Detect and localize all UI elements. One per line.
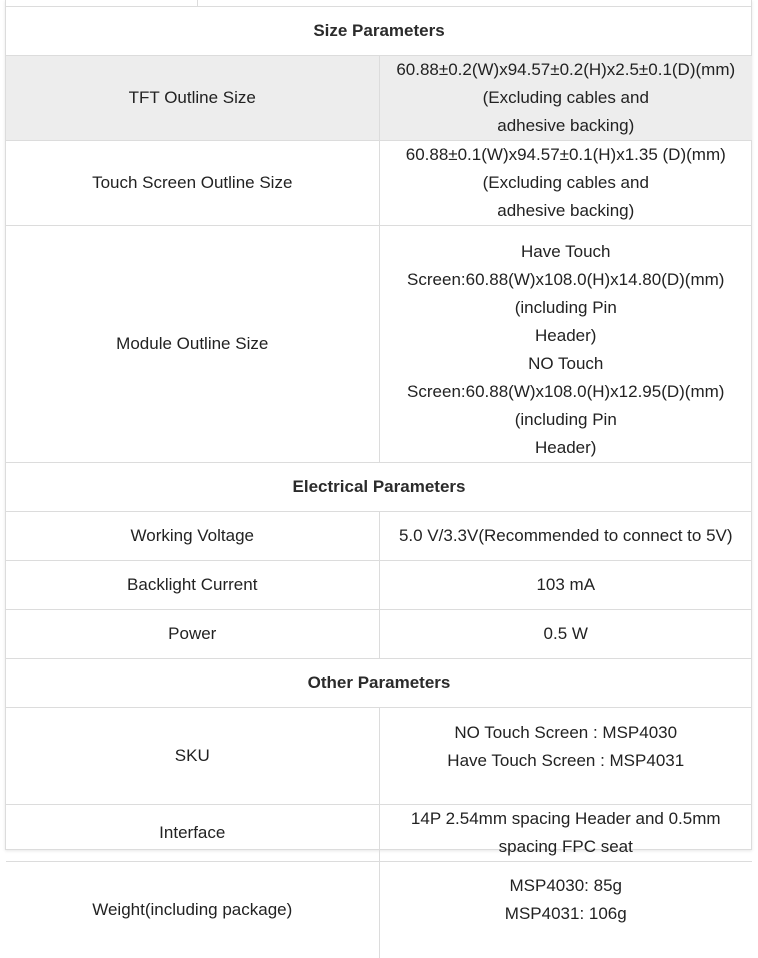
row-value	[379, 141, 752, 226]
row-value	[379, 708, 752, 805]
row-value	[379, 561, 752, 610]
section-header-other	[6, 659, 752, 708]
row-label: Module Outline Size	[6, 226, 379, 463]
row-label: Weight(including package)	[6, 862, 379, 958]
table-row	[6, 862, 752, 958]
value-line: MSP4030: 85g	[509, 876, 622, 895]
table-row	[6, 610, 752, 659]
row-label: Power	[6, 610, 379, 659]
value-line: 5.0 V/3.3V(Recommended to connect to 5V)	[398, 526, 733, 545]
section-header-size	[6, 7, 752, 56]
table-row	[6, 226, 752, 463]
table-row	[6, 708, 752, 805]
value-line: 14P 2.54mm spacing Header and 0.5mm spacing FPC seat	[410, 809, 721, 856]
row-value	[379, 862, 752, 958]
value-line: 0.5 W	[543, 624, 588, 643]
value-line: 60.88±0.2(W)x94.57±0.2(H)x2.5±0.1(D)(mm)(Excluding cables and	[396, 60, 736, 107]
row-label: SKU	[6, 708, 379, 805]
value-line: MSP4031: 106g	[504, 904, 627, 923]
section-title: Size Parameters	[6, 7, 752, 56]
value-line: 103 mA	[536, 575, 596, 594]
table-row	[6, 141, 752, 226]
row-label: TFT Outline Size	[6, 56, 379, 141]
section-title: Other Parameters	[6, 659, 752, 708]
row-value	[379, 226, 752, 463]
value-line: 60.88±0.1(W)x94.57±0.1(H)x1.35 (D)(mm)(Excluding cables and	[405, 145, 726, 192]
row-value	[379, 805, 752, 862]
section-title: Electrical Parameters	[6, 463, 752, 512]
section-header-electrical	[6, 463, 752, 512]
spec-table	[6, 6, 752, 958]
table-row	[6, 56, 752, 141]
row-value	[379, 56, 752, 141]
value-line: adhesive backing)	[497, 201, 635, 220]
row-label: Touch Screen Outline Size	[6, 141, 379, 226]
table-row	[6, 512, 752, 561]
row-label: Backlight Current	[6, 561, 379, 610]
value-line: Have Touch Screen:60.88(W)x108.0(H)x14.80(D)(mm)(including Pin	[407, 242, 725, 317]
row-value	[379, 512, 752, 561]
table-row	[6, 561, 752, 610]
row-value	[379, 610, 752, 659]
value-line: Header)	[535, 326, 597, 345]
value-line: Header)	[535, 438, 597, 457]
table-row	[6, 805, 752, 862]
value-line: Have Touch Screen : MSP4031	[447, 751, 685, 770]
row-label: Interface	[6, 805, 379, 862]
value-line: NO Touch Screen:60.88(W)x108.0(H)x12.95(D)(mm)(including Pin	[407, 354, 725, 429]
value-line: adhesive backing)	[497, 116, 635, 135]
value-line: NO Touch Screen : MSP4030	[454, 723, 678, 742]
row-label: Working Voltage	[6, 512, 379, 561]
